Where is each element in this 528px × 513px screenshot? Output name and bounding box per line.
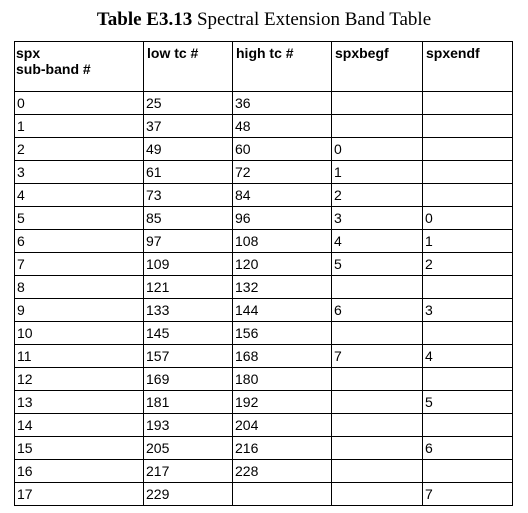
cell-sub-band: 16 [15,460,144,483]
table-row [15,299,513,322]
cell-spxendf [423,276,513,299]
cell-spxendf: 7 [423,483,513,506]
cell-sub-band: 13 [15,391,144,414]
cell-spxbegf: 2 [332,184,423,207]
cell-low-tc: 205 [144,437,233,460]
spectral-extension-band-table [14,41,513,506]
cell-low-tc: 109 [144,253,233,276]
cell-high-tc: 192 [233,391,332,414]
table-number: Table E3.13 [96,9,193,30]
header-row [15,42,513,92]
header-spxendf [423,42,513,92]
cell-spxbegf [332,437,423,460]
cell-spxbegf: 1 [332,161,423,184]
table-row [15,414,513,437]
cell-spxbegf [332,483,423,506]
table-caption [0,9,528,31]
cell-low-tc: 37 [144,115,233,138]
table-title: Spectral Extension Band Table [196,9,432,30]
cell-sub-band: 11 [15,345,144,368]
table-row [15,253,513,276]
cell-sub-band: 3 [15,161,144,184]
cell-spxbegf [332,276,423,299]
cell-low-tc: 157 [144,345,233,368]
header-low-tc [144,42,233,92]
cell-low-tc: 97 [144,230,233,253]
table-row [15,161,513,184]
table-row [15,345,513,368]
cell-low-tc: 169 [144,368,233,391]
cell-high-tc: 84 [233,184,332,207]
table-row [15,322,513,345]
cell-low-tc: 121 [144,276,233,299]
table-row [15,138,513,161]
cell-sub-band: 0 [15,92,144,115]
cell-spxbegf: 5 [332,253,423,276]
cell-high-tc: 180 [233,368,332,391]
cell-high-tc: 108 [233,230,332,253]
table-body [15,92,513,506]
cell-spxendf [423,414,513,437]
table-row [15,92,513,115]
cell-sub-band: 17 [15,483,144,506]
header-line: spxbegf [335,45,389,61]
header-line: spxendf [426,45,480,61]
cell-spxendf [423,92,513,115]
cell-high-tc: 72 [233,161,332,184]
cell-spxendf: 5 [423,391,513,414]
cell-spxendf: 3 [423,299,513,322]
cell-spxendf [423,368,513,391]
cell-spxendf [423,460,513,483]
table-row [15,207,513,230]
cell-spxbegf [332,368,423,391]
cell-low-tc: 181 [144,391,233,414]
cell-spxendf: 2 [423,253,513,276]
cell-high-tc: 60 [233,138,332,161]
table-row [15,483,513,506]
cell-spxendf: 1 [423,230,513,253]
cell-sub-band: 15 [15,437,144,460]
cell-high-tc: 48 [233,115,332,138]
cell-low-tc: 61 [144,161,233,184]
cell-sub-band: 8 [15,276,144,299]
header-line: spx [16,45,41,61]
cell-sub-band: 12 [15,368,144,391]
cell-spxbegf [332,322,423,345]
cell-high-tc: 156 [233,322,332,345]
cell-spxbegf [332,414,423,437]
cell-sub-band: 1 [15,115,144,138]
cell-high-tc: 228 [233,460,332,483]
cell-high-tc: 204 [233,414,332,437]
cell-spxbegf: 7 [332,345,423,368]
header-spxbegf [332,42,423,92]
cell-spxbegf [332,92,423,115]
header-line: high tc # [236,45,294,61]
cell-spxbegf: 6 [332,299,423,322]
cell-sub-band: 2 [15,138,144,161]
cell-spxbegf [332,391,423,414]
cell-high-tc: 132 [233,276,332,299]
cell-high-tc: 96 [233,207,332,230]
cell-high-tc: 36 [233,92,332,115]
cell-low-tc: 217 [144,460,233,483]
cell-low-tc: 133 [144,299,233,322]
header-spx-sub-band [15,42,144,92]
table-row [15,230,513,253]
cell-low-tc: 49 [144,138,233,161]
cell-sub-band: 4 [15,184,144,207]
cell-high-tc: 168 [233,345,332,368]
table-row [15,368,513,391]
cell-spxendf: 0 [423,207,513,230]
table-row [15,460,513,483]
table-row [15,391,513,414]
cell-spxendf [423,138,513,161]
cell-low-tc: 25 [144,92,233,115]
header-line: low tc # [147,45,199,61]
cell-spxbegf [332,115,423,138]
cell-low-tc: 145 [144,322,233,345]
cell-spxendf: 4 [423,345,513,368]
cell-high-tc [233,483,332,506]
cell-spxendf [423,115,513,138]
cell-high-tc: 216 [233,437,332,460]
cell-spxendf [423,184,513,207]
table-row [15,115,513,138]
cell-spxbegf: 3 [332,207,423,230]
table-row [15,276,513,299]
cell-sub-band: 9 [15,299,144,322]
cell-spxbegf: 0 [332,138,423,161]
cell-low-tc: 229 [144,483,233,506]
cell-spxendf: 6 [423,437,513,460]
cell-spxendf [423,161,513,184]
cell-sub-band: 5 [15,207,144,230]
cell-low-tc: 193 [144,414,233,437]
cell-spxbegf: 4 [332,230,423,253]
cell-high-tc: 120 [233,253,332,276]
cell-low-tc: 73 [144,184,233,207]
cell-low-tc: 85 [144,207,233,230]
cell-high-tc: 144 [233,299,332,322]
header-line: sub-band # [16,61,91,77]
header-high-tc [233,42,332,92]
cell-sub-band: 6 [15,230,144,253]
cell-sub-band: 7 [15,253,144,276]
table-row [15,437,513,460]
cell-spxendf [423,322,513,345]
table-row [15,184,513,207]
cell-spxbegf [332,460,423,483]
cell-sub-band: 10 [15,322,144,345]
cell-sub-band: 14 [15,414,144,437]
